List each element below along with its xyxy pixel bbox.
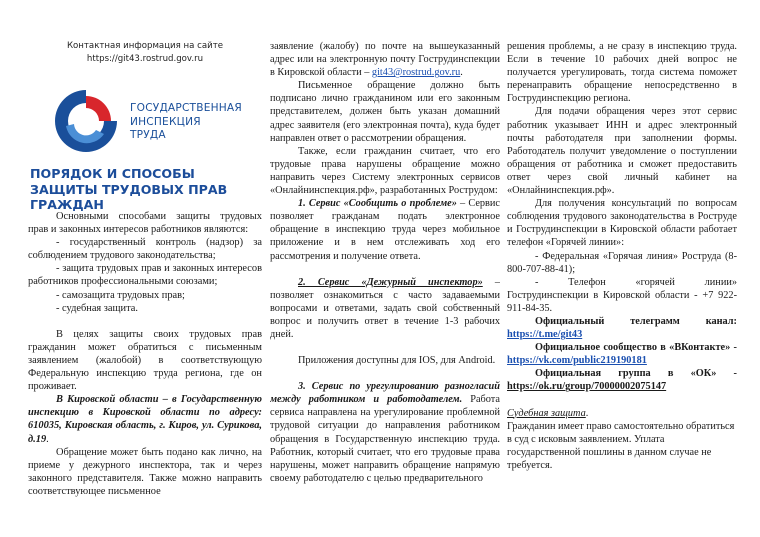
regional-hotline: - Телефон «горячей линии» Гострудинспекции в Кировской области - +7 922-911-84-35.: [507, 276, 737, 314]
written-appeal-paragraph: Письменное обращение должно быть подписано лично гражданином или его законным представителем, должен быть указан домашний адрес заявителя (его электронная почта), куда будет направлен ответ о рассмотрении обращения.: [270, 80, 500, 144]
list-item: - самозащита трудовых прав;: [56, 289, 185, 301]
court-heading: [507, 407, 737, 420]
service-3-text: Работа сервиса направлена на урегулирование проблемной трудовой ситуации до направления работником обращения в Государственную инспекцию труда. Работник, который считает, что его трудовые права нарушены, может направить обращение напрямую своему работодателю с целью предварительного: [270, 394, 500, 484]
logo-line-3: ТРУДА: [130, 129, 166, 141]
form-paragraph: Для подачи обращения через этот сервис работник указывает ИНН и адрес электронный почты работодателя при заполнении формы. Работодатель получит уведомление о поступлении обращения от работника и сможет предоставить ответ через свой личный кабинет на «Онлайнинспекция.рф».: [507, 106, 737, 197]
telegram-link[interactable]: https://t.me/git43: [507, 329, 583, 341]
email-link[interactable]: git43@rostrud.gov.ru: [371, 67, 461, 79]
column-2: [270, 0, 500, 537]
telegram-paragraph: [507, 315, 737, 341]
column-1-body: [28, 210, 262, 498]
email-paragraph-text: заявление (жалобу) по почте на вышеуказанный адрес или на электронную почту Гострудинспекции в Кировской области –: [270, 41, 500, 79]
service-2-paragraph: [270, 276, 500, 341]
contact-info: [28, 40, 262, 66]
federal-hotline: - Федеральная «Горячая линия» Роструда (8-800-707-88-41);: [507, 250, 737, 275]
service-3-title: 3. Сервис по урегулированию разногласий между работником и работодателем.: [270, 381, 500, 406]
list-item: - государственный контроль (надзор) за соблюдением трудового законодательства;: [28, 237, 262, 262]
logo-wordmark: [130, 102, 242, 143]
service-1-paragraph: [270, 197, 500, 262]
court-heading-dot: .: [585, 407, 589, 419]
online-services-paragraph: Также, если гражданин считает, что его трудовые права нарушены обращение можно направить через Систему электронных сервисов «Онлайнинспекция.рф», разработанных Рострудом:: [270, 145, 500, 197]
vk-label: Официальное сообщество в «ВКонтакте» -: [535, 342, 737, 354]
intro-paragraph: Основными способами защиты трудовых прав и законных интересов работников являются:: [28, 211, 262, 236]
service-3-paragraph: [270, 380, 500, 485]
appeal-paragraph: В целях защиты своих трудовых прав гражданин может обратиться с письменным заявлением (жалобой) в соответствующую Федеральную инспекцию труда региона, где он проживает.: [28, 328, 262, 393]
kirov-address-paragraph: [28, 393, 262, 445]
page-title: ПОРЯДОК И СПОСОБЫ ЗАЩИТЫ ТРУДОВЫХ ПРАВ ГРАЖДАН: [30, 166, 228, 212]
logo-line-2: ИНСПЕКЦИЯ: [130, 115, 201, 128]
ok-link[interactable]: https://ok.ru/group/70000002075147: [507, 381, 667, 393]
hotline-intro-paragraph: Для получения консультаций по вопросам соблюдения трудового законодательства в Роструде и Гострудинспекции в Кировской области работает телефон «Горячей линии»:: [507, 198, 737, 249]
git-logo: [46, 86, 262, 156]
vk-paragraph: [507, 341, 737, 367]
vk-link[interactable]: https://vk.com/public219190181: [507, 355, 647, 367]
court-heading-text: Судебная защита: [507, 407, 586, 419]
kirov-address: В Кировской области – в Государственную инспекцию в Кировской области по адресу: 610035, Кировская область, г. Киров, ул. Сурикова, д.19: [28, 394, 262, 445]
service-2-title: 2. Сервис «Дежурный инспектор»: [298, 276, 483, 288]
service-1-text: – Сервис позволяет гражданам подать электронное обращение в инспекцию труда через мобильное приложение и в нем отслеживать ход его рассмотрения и получение ответа.: [270, 198, 500, 262]
service-2-text: – позволяет ознакомиться с часто задаваемыми вопросами и ответами, задать свой собственный вопрос и получить ответ в течение 1-3 рабочих дней.: [270, 276, 500, 340]
list-item: - защита трудовых прав и законных интересов работников профессиональными союзами;: [28, 263, 262, 288]
telegram-label: Официальный телеграмм канал:: [535, 315, 737, 327]
ok-label: Официальная группа в «ОК» -: [535, 368, 737, 380]
email-period: .: [460, 67, 463, 79]
email-paragraph: [270, 40, 500, 79]
ok-paragraph: [507, 367, 737, 393]
contact-label: Контактная информация на сайте: [66, 41, 224, 51]
court-paragraph: Гражданин имеет право самостоятельно обратиться в суд с исковым заявлением. Уплата государственной пошлины в данном случае не требуется.: [507, 420, 735, 471]
git-emblem-icon: [46, 86, 126, 156]
column-3: [507, 0, 737, 537]
contact-url[interactable]: https://git43.rostrud.gov.ru: [86, 54, 204, 64]
redirect-paragraph: решения проблемы, а не сразу в инспекцию труда. Если в течение 10 рабочих дней вопрос не получается урегулировать, тогда система поможет перенаправить обращение непосредственно в Гострудинспекцию региона.: [507, 41, 737, 105]
column-1: [28, 0, 262, 537]
list-item: - судебная защита.: [56, 302, 138, 314]
submission-paragraph: Обращение может быть подано как лично, на приеме у дежурного инспектора, так и через законного представителя. Также можно направить соответствующее письменное: [28, 446, 262, 497]
address-period: .: [46, 433, 49, 445]
service-1-title: 1. Сервис «Сообщить о проблеме»: [298, 198, 457, 210]
apps-paragraph: Приложения доступны для IOS, для Android.: [298, 355, 496, 367]
logo-line-1: ГОСУДАРСТВЕННАЯ: [130, 102, 242, 114]
